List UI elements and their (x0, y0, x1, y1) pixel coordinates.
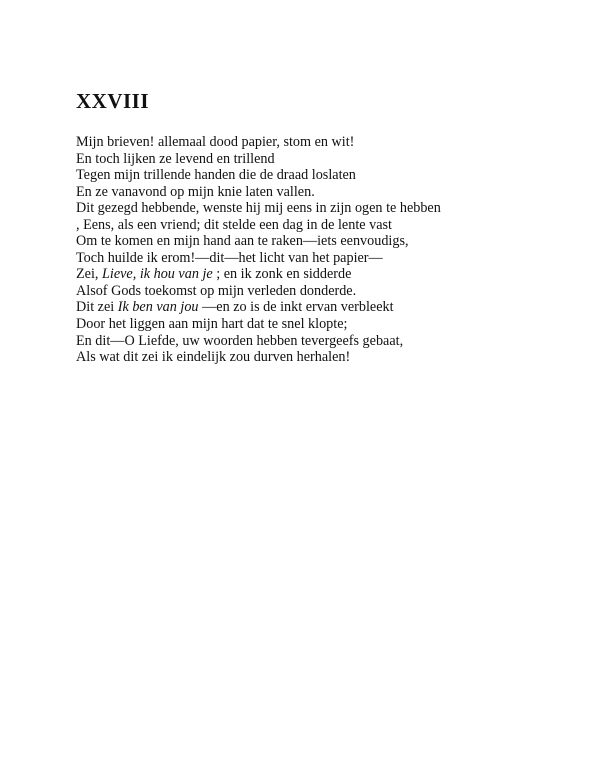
poem-line (76, 349, 576, 366)
poem-line (76, 233, 576, 250)
line-text: , Eens, als een vriend; dit stelde een dag in de lente vast (76, 216, 392, 233)
line-text: Zei, (76, 266, 102, 283)
poem-line (76, 250, 576, 267)
line-text: Alsof Gods toekomst op mijn verleden donderde. (76, 282, 357, 299)
line-text: Toch huilde ik erom!—dit—het licht van het papier— (76, 249, 383, 266)
poem-line (76, 266, 576, 283)
poem-line (76, 299, 576, 316)
line-text: ; en ik zonk en sidderde (212, 266, 352, 283)
line-text: Dit gezegd hebbende, wenste hij mij eens in zijn ogen te hebben (76, 200, 441, 217)
poem-line (76, 283, 576, 300)
line-text: Als wat dit zei ik eindelijk zou durven herhalen! (76, 349, 351, 366)
line-text: Tegen mijn trillende handen die de draad loslaten (76, 167, 356, 184)
line-text: Dit zei (76, 299, 118, 316)
poem-title: XXVIII (76, 89, 150, 113)
poem-line (76, 200, 576, 217)
poem-line (76, 217, 576, 234)
poem-line (76, 333, 576, 350)
line-text: Door het liggen aan mijn hart dat te snel klopte; (76, 316, 348, 333)
poem-line (76, 316, 576, 333)
line-text: Mijn brieven! allemaal dood papier, stom en wit! (76, 134, 355, 150)
poem-line (76, 184, 576, 201)
line-text: En toch lijken ze levend en trillend (76, 150, 275, 167)
line-text: Om te komen en mijn hand aan te raken—iets eenvoudigs, (76, 233, 409, 250)
poem-line (76, 134, 576, 151)
line-text: —en zo is de inkt ervan verbleekt (198, 299, 394, 316)
poem-body (76, 134, 576, 366)
line-text: En dit—O Liefde, uw woorden hebben tevergeefs gebaat, (76, 332, 404, 349)
poem-line (76, 151, 576, 168)
document-page (76, 88, 576, 366)
line-text: En ze vanavond op mijn knie laten vallen. (76, 183, 315, 200)
italic-phrase: Ik ben van jou (117, 299, 199, 316)
italic-phrase: Lieve, ik hou van je (102, 266, 213, 283)
poem-line (76, 167, 576, 184)
